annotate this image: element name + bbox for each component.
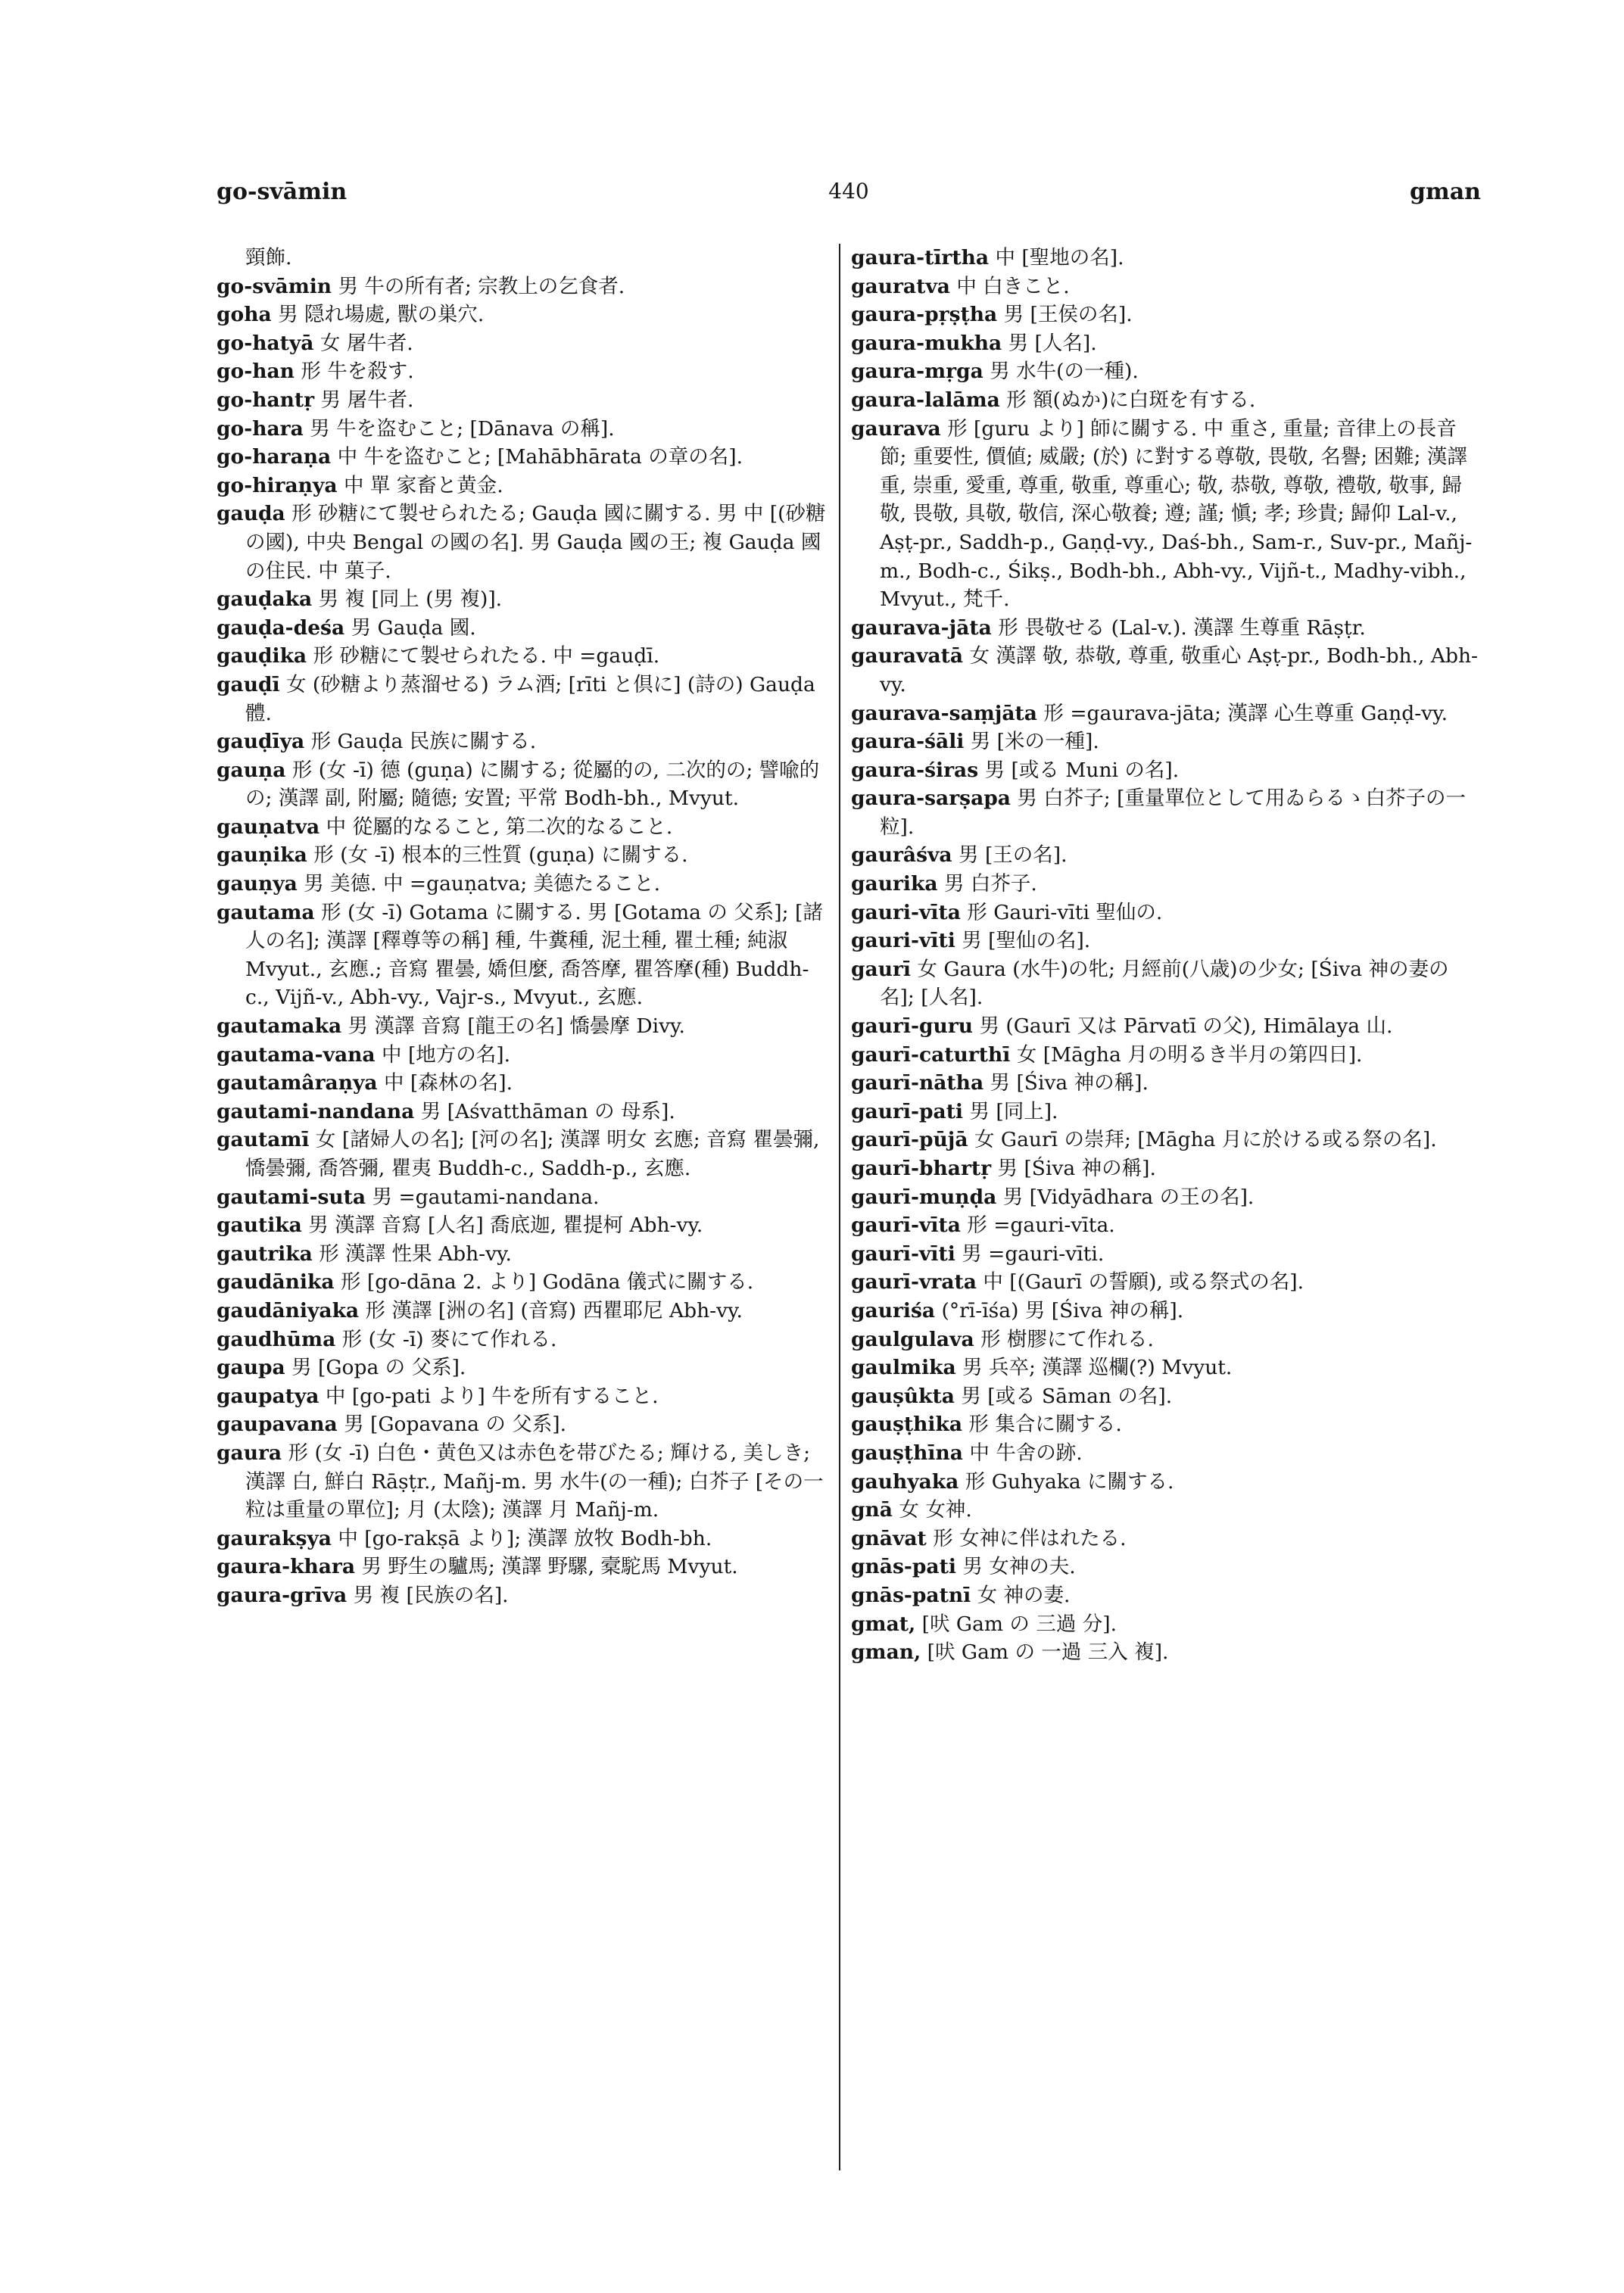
entry-headword: gaurī [851, 957, 911, 981]
entry-definition: 中 [地方の名]. [375, 1042, 511, 1067]
entry-headword: gauravatā [851, 644, 964, 668]
dictionary-entry [217, 386, 827, 415]
entry-definition: 女 神の妻. [971, 1583, 1071, 1607]
entry-definition: 女 (砂糖より蒸溜せる) ラム酒; [rīti と倶に] (詩の) Gauḍa 體. [245, 672, 815, 725]
dictionary-entry [851, 1240, 1482, 1269]
entry-definition: 形 (女 -ī) 麥にて作れる. [335, 1327, 557, 1351]
entry-headword: gaurī-vīta [851, 1213, 961, 1238]
entry-definition: 形 (女 -ī) Gotama に關する. 男 [Gotama の 父系]; [諸人の名]; 漢譯 [釋尊等の稱] 種, 牛糞種, 泥土種, 瞿土種; 純淑 Mvyut., 玄應.; 音寫 瞿曇, 嬌但麼, 喬答摩, 瞿答摩(種) Buddh-c., Vijñ-v., Abh-vy., Vajr-s., Mvyut., 玄應. [245, 900, 823, 1010]
entry-definition: 女 屠牛者. [313, 331, 413, 355]
entry-headword: gautami-suta [217, 1185, 366, 1209]
entry-headword: gaurika [851, 872, 938, 896]
entry-definition: 形 =gauri-vīta. [960, 1213, 1115, 1238]
entry-headword: goha [217, 303, 272, 327]
entry-headword: gaurī-pati [851, 1099, 964, 1123]
dictionary-entry [217, 756, 827, 813]
dictionary-entry [217, 1240, 827, 1269]
entry-headword: gautamī [217, 1128, 310, 1152]
entry-headword: gaulgulava [851, 1327, 974, 1351]
dictionary-entry [851, 301, 1482, 329]
dictionary-entry [217, 1553, 827, 1581]
dictionary-entry [217, 301, 827, 329]
header-left-guideword: go-svāmin [217, 179, 348, 205]
entry-headword: gaura-mṛga [851, 360, 983, 384]
entry-definition: 頸飾. [245, 246, 292, 269]
entry-headword: go-hiraṇya [217, 473, 338, 497]
entry-definition: 男 [聖仙の名]. [955, 929, 1091, 953]
entry-definition: 形 Gauḍa 民族に關する. [304, 730, 537, 754]
entry-definition: 中 單 家畜と黄金. [337, 473, 503, 497]
dictionary-entry [851, 1382, 1482, 1411]
entry-headword: gaura-śāli [851, 730, 965, 754]
entry-headword: gauḍī [217, 672, 280, 696]
entry-headword: gauṣṭhīna [851, 1441, 963, 1465]
dictionary-entry [217, 870, 827, 899]
dictionary-entry [217, 1126, 827, 1182]
dictionary-entry [851, 1581, 1482, 1610]
dictionary-entry [217, 585, 827, 614]
dictionary-entry [851, 699, 1482, 728]
dictionary-entry [851, 244, 1482, 273]
entry-headword: gautamâraṇya [217, 1071, 378, 1095]
dictionary-entry [851, 1553, 1482, 1581]
entry-headword: go-haraṇa [217, 445, 332, 469]
entry-definition: 男 野生の驢馬; 漢譯 野騾, 槖駝馬 Mvyut. [355, 1555, 738, 1579]
entry-definition: 男 美德. 中 =gauṇatva; 美德たること. [297, 872, 661, 896]
entry-headword: gnā [851, 1498, 893, 1522]
dictionary-entry [851, 1410, 1482, 1439]
dictionary-entry [217, 727, 827, 756]
dictionary-entry [217, 642, 827, 671]
entry-headword: gaupavana [217, 1413, 338, 1437]
entry-definition: 男 [Śiva 神の稱]. [983, 1071, 1149, 1095]
dictionary-entry [851, 415, 1482, 614]
dictionary-entry [851, 386, 1482, 415]
dictionary-entry [217, 415, 827, 444]
entry-headword: gauṣṭhika [851, 1413, 962, 1437]
dictionary-entry [217, 329, 827, 358]
entry-definition: 形 (女 -ī) 德 (guṇa) に關する; 從屬的の, 二次的の; 譬喩的の; 漢譯 副, 附屬; 隨德; 安置; 平常 Bodh-bh., Mvyut. [245, 758, 820, 811]
entry-headword: gnās-patnī [851, 1583, 971, 1607]
entry-definition: 形 [go-dāna 2. より] Godāna 儀式に關する. [334, 1270, 754, 1294]
entry-headword: gaura-mukha [851, 331, 1002, 355]
entry-headword: gaupa [217, 1356, 285, 1380]
entry-headword: gauṇa [217, 758, 286, 782]
dictionary-entry [217, 273, 827, 301]
dictionary-entry [217, 1069, 827, 1098]
entry-headword: gaurī-muṇḍa [851, 1185, 997, 1209]
entry-headword: gaurī-caturthī [851, 1042, 1011, 1067]
entry-definition: 男 白芥子. [937, 872, 1037, 896]
entry-definition: 形 女神に伴はれたる. [926, 1526, 1127, 1550]
entry-definition: 中 牛を盗むこと; [Mahābhārata の章の名]. [331, 445, 743, 469]
entry-definition: 形 集合に關する. [962, 1413, 1122, 1437]
dictionary-entry [851, 1126, 1482, 1154]
entry-headword: gmat, [851, 1612, 916, 1636]
entry-headword: gauri-vīti [851, 929, 955, 953]
dictionary-entry [217, 1410, 827, 1439]
entry-definition: 男 隠れ場處, 獸の巣穴. [271, 303, 485, 327]
dictionary-entry [851, 870, 1482, 899]
dictionary-entry [851, 1638, 1482, 1667]
entry-headword: gauhyaka [851, 1469, 959, 1494]
entry-headword: gaura-śiras [851, 758, 979, 782]
entry-definition: 形 漢譯 [洲の名] (音寫) 西瞿耶尼 Abh-vy. [359, 1298, 743, 1323]
entry-headword: gaura [217, 1441, 282, 1465]
dictionary-entry [851, 1525, 1482, 1553]
entry-definition: 男 屠牛者. [314, 388, 414, 412]
entry-definition: 形 (女 -ī) 白色・黄色又は赤色を帯びたる; 輝ける, 美しき; 漢譯 白, 鮮白 Rāṣṭr., Mañj-m. 男 水牛(の一種); 白芥子 [その一粒は重量の單位]; 月 (太陰); 漢譯 月 Mañj-m. [245, 1441, 824, 1522]
dictionary-entry [851, 1012, 1482, 1041]
entry-definition: 男 Gauḍa 國. [344, 615, 476, 640]
entry-definition: 男 [或る Muni の名]. [978, 758, 1180, 782]
entry-definition: 男 [米の一種]. [964, 730, 1099, 754]
entry-definition: 男 [Śiva 神の稱]. [991, 1157, 1156, 1180]
entry-headword: go-han [217, 360, 295, 384]
entry-definition: 形 (女 -ī) 根本的三性質 (guṇa) に關する. [307, 843, 688, 868]
entry-headword: gauratva [851, 274, 950, 298]
entry-definition: 形 牛を殺す. [294, 360, 414, 384]
dictionary-entry [851, 1439, 1482, 1468]
entry-definition: 男 [Gopa の 父系]. [285, 1356, 466, 1380]
dictionary-entry [217, 1041, 827, 1070]
entry-headword: gautrika [217, 1242, 313, 1266]
entry-definition: 男 [Aśvatthāman の 母系]. [414, 1099, 675, 1123]
dictionary-entry [217, 899, 827, 1012]
dictionary-entry [851, 642, 1482, 699]
entry-definition: 女 [諸婦人の名]; [河の名]; 漢譯 明女 玄應; 音寫 瞿曇彌, 憍曇彌, 喬答彌, 瞿夷 Buddh-c., Saddh-p., 玄應. [245, 1128, 820, 1180]
entry-definition: 男 漢譯 音寫 [人名] 喬底迦, 瞿提柯 Abh-vy. [301, 1213, 703, 1238]
dictionary-entry [851, 1468, 1482, 1497]
entry-headword: gauṇatva [217, 815, 320, 839]
dictionary-entry [217, 614, 827, 643]
header-right-guideword: gman [1410, 179, 1481, 205]
dictionary-entry [851, 1496, 1482, 1525]
entry-headword: gaura-pṛṣṭha [851, 303, 998, 327]
entry-headword: gaura-khara [217, 1555, 356, 1579]
dictionary-entry [851, 1354, 1482, 1382]
entry-definition: 形 畏敬せる (Lal-v.). 漢譯 生尊重 Rāṣṭr. [991, 615, 1366, 640]
entry-definition: 中 [森林の名]. [377, 1071, 513, 1095]
entry-headword: gaurava-jāta [851, 615, 992, 640]
entry-definition: 女 Gaurī の崇拜; [Māgha 月に於ける或る祭の名]. [968, 1128, 1437, 1152]
dictionary-entry [851, 1183, 1482, 1212]
dictionary-entry [217, 443, 827, 472]
entry-headword: gaurī-guru [851, 1014, 974, 1039]
dictionary-entry [851, 1297, 1482, 1326]
entry-headword: gauṣûkta [851, 1384, 955, 1408]
entry-headword: gautama-vana [217, 1042, 376, 1067]
entry-definition: 中 [(Gaurī の誓願), 或る祭式の名]. [976, 1270, 1304, 1294]
dictionary-entry [217, 357, 827, 386]
entry-headword: gauṇika [217, 843, 307, 868]
dictionary-entry [217, 1382, 827, 1411]
entry-headword: gaurī-vīti [851, 1242, 955, 1266]
left-column [217, 244, 827, 1610]
dictionary-entry [217, 472, 827, 500]
entry-headword: gnās-pati [851, 1555, 956, 1579]
dictionary-entry [217, 244, 827, 273]
entry-headword: gaulmika [851, 1356, 956, 1380]
entry-headword: gauṇya [217, 872, 298, 896]
dictionary-entry [851, 1610, 1482, 1639]
entry-definition: 形 樹膠にて作れる. [974, 1327, 1154, 1351]
entry-headword: gaura-tīrtha [851, 246, 990, 269]
entry-definition: 中 白きこと. [949, 274, 1070, 298]
dictionary-entry [217, 1326, 827, 1354]
dictionary-entry [217, 1183, 827, 1212]
dictionary-entry [851, 727, 1482, 756]
dictionary-entry [851, 1098, 1482, 1126]
dictionary-entry [851, 329, 1482, 358]
entry-definition: 男 [Vidyādhara の王の名]. [996, 1185, 1255, 1209]
dictionary-entry [851, 1041, 1482, 1070]
dictionary-entry [217, 1012, 827, 1041]
dictionary-entry [217, 813, 827, 842]
dictionary-entry [217, 1525, 827, 1553]
entry-definition: 男 [王の名]. [952, 843, 1068, 868]
page-number: 440 [828, 179, 869, 204]
dictionary-entry [217, 500, 827, 585]
dictionary-entry [851, 357, 1482, 386]
entry-headword: go-hantṛ [217, 388, 315, 412]
entry-definition: 男 兵卒; 漢譯 巡欄(?) Mvyut. [955, 1356, 1233, 1380]
right-column [851, 244, 1482, 1667]
entry-headword: gautama [217, 900, 315, 924]
entry-headword: gaurakṣya [217, 1526, 332, 1550]
entry-definition: [吠 Gam の 一過 三入 複]. [921, 1640, 1169, 1665]
dictionary-entry [217, 1211, 827, 1240]
entry-definition: 男 =gautami-nandana. [366, 1185, 600, 1209]
entry-definition: 男 [或る Sāman の名]. [954, 1384, 1173, 1408]
entry-definition: 男 牛の所有者; 宗教上の乞食者. [332, 274, 625, 298]
entry-definition: 男 漢譯 音寫 [龍王の名] 憍曇摩 Divy. [341, 1014, 685, 1039]
entry-headword: gauḍaka [217, 587, 313, 612]
entry-definition: 女 [Māgha 月の明るき半月の第四日]. [1010, 1042, 1363, 1067]
entry-headword: gautami-nandana [217, 1099, 415, 1123]
dictionary-entry [851, 784, 1482, 841]
entry-definition: 女 Gaura (水牛)の牝; 月經前(八歳)の少女; [Śiva 神の妻の名]; [人名]. [880, 957, 1449, 1010]
dictionary-entry [851, 756, 1482, 785]
entry-definition: 中 牛舍の跡. [962, 1441, 1083, 1465]
dictionary-entry [851, 1069, 1482, 1098]
entry-headword: gauḍīya [217, 730, 305, 754]
entry-definition: 男 [王侯の名]. [997, 303, 1133, 327]
dictionary-entry [217, 841, 827, 870]
page-header [217, 179, 1481, 217]
entry-headword: gaudānika [217, 1270, 335, 1294]
entry-headword: gautamaka [217, 1014, 342, 1039]
entry-definition: 男 [Gopavana の 父系]. [337, 1413, 567, 1437]
dictionary-entry [851, 1154, 1482, 1183]
dictionary-entry [851, 1211, 1482, 1240]
entry-definition: 男 複 [同上 (男 複)]. [312, 587, 503, 612]
entry-headword: gaurī-pūjā [851, 1128, 968, 1152]
entry-definition: 形 漢譯 性果 Abh-vy. [312, 1242, 512, 1266]
entry-headword: gaura-grīva [217, 1583, 348, 1607]
entry-definition: (°rī-īśa) 男 [Śiva 神の稱]. [935, 1298, 1184, 1323]
entry-headword: gauriśa [851, 1298, 936, 1323]
entry-headword: gaura-sarṣapa [851, 787, 1011, 811]
entry-headword: gaurī-vrata [851, 1270, 977, 1294]
dictionary-entry [217, 1354, 827, 1382]
dictionary-entry [851, 1268, 1482, 1297]
dictionary-entry [217, 1439, 827, 1525]
entry-headword: go-hara [217, 416, 304, 441]
entry-definition: 女 漢譯 敬, 恭敬, 尊重, 敬重心 Aṣṭ-pr., Bodh-bh., Abh-vy. [880, 644, 1478, 696]
dictionary-entry [217, 1098, 827, 1126]
dictionary-entry [851, 955, 1482, 1012]
dictionary-entry [851, 841, 1482, 870]
entry-headword: go-hatyā [217, 331, 314, 355]
dictionary-entry [217, 1268, 827, 1297]
entry-definition: 中 [聖地の名]. [989, 246, 1124, 269]
entry-headword: gaurâśva [851, 843, 952, 868]
entry-definition: 男 白芥子; [重量單位として用ゐらるゝ白芥子の一粒]. [880, 787, 1466, 839]
dictionary-entry [851, 1326, 1482, 1354]
dictionary-entry [217, 1581, 827, 1610]
entry-definition: 中 [go-pati より] 牛を所有すること. [319, 1384, 659, 1408]
entry-headword: gaura-lalāma [851, 388, 1000, 412]
entry-definition: 女 女神. [892, 1498, 972, 1522]
entry-definition: 男 =gauri-vīti. [955, 1242, 1105, 1266]
entry-definition: 形 =gaurava-jāta; 漢譯 心生尊重 Gaṇḍ-vy. [1036, 701, 1448, 725]
column-divider [839, 244, 840, 2170]
entry-definition: 男 [人名]. [1002, 331, 1097, 355]
entry-headword: gauḍa-deśa [217, 615, 345, 640]
entry-headword: gaudhūma [217, 1327, 336, 1351]
entry-definition: 男 [同上]. [963, 1099, 1058, 1123]
entry-headword: gaudāniyaka [217, 1298, 360, 1323]
entry-definition: 中 [go-rakṣā より]; 漢譯 放牧 Bodh-bh. [331, 1526, 712, 1550]
dictionary-entry [217, 1297, 827, 1326]
entry-headword: gaurava [851, 416, 941, 441]
entry-headword: gauḍa [217, 502, 285, 526]
entry-definition: 形 砂糖にて製せられたる. 中 =gauḍī. [307, 644, 660, 668]
entry-definition: 形 額(ぬか)に白斑を有する. [999, 388, 1256, 412]
dictionary-entry [851, 899, 1482, 927]
entry-definition: 男 水牛(の一種). [983, 360, 1139, 384]
entry-definition: 男 牛を盗むこと; [Dānava の稱]. [303, 416, 615, 441]
entry-headword: gaurava-saṃjāta [851, 701, 1037, 725]
dictionary-entry [851, 273, 1482, 301]
entry-headword: gautika [217, 1213, 302, 1238]
entry-headword: gaupatya [217, 1384, 320, 1408]
entry-headword: gnāvat [851, 1526, 927, 1550]
entry-definition: 形 砂糖にて製せられたる; Gauḍa 國に關する. 男 中 [(砂糖の國), 中央 Bengal の國の名]. 男 Gauḍa 國の王; 複 Gauḍa 國の住民. 中 菓子. [245, 502, 826, 583]
entry-definition: 形 [guru より] 師に關する. 中 重さ, 重量; 音律上の長音節; 重要性, 價値; 威嚴; (於) に對する尊敬, 畏敬, 名譽; 困難; 漢譯 重, 崇重, 愛重, 尊重, 敬重, 尊重心; 敬, 恭敬, 尊敬, 禮敬, 敬事, 歸敬, 畏敬, 具敬, 敬信, 深心敬養; 遵; 謹; 愼; 孝; 珍貴; 歸仰 Lal-v., Aṣṭ-pr., Saddh-p., Gaṇḍ-vy., Daś-bh., Sam-r., Suv-pr., Mañj-m., Bodh-c., Śikṣ., Bodh-bh., Abh-vy., Vijñ-t., Madhy-vibh., Mvyut., 梵千. [880, 416, 1473, 612]
entry-headword: gaurī-nātha [851, 1071, 984, 1095]
entry-definition: 男 (Gaurī 又は Pārvatī の父), Himālaya 山. [973, 1014, 1393, 1039]
entry-headword: go-svāmin [217, 274, 332, 298]
entry-definition: 男 複 [民族の名]. [347, 1583, 509, 1607]
entry-definition: [吠 Gam の 三過 分]. [915, 1612, 1117, 1636]
entry-definition: 形 Gauri-vīti 聖仙の. [960, 900, 1163, 924]
entry-headword: gauḍika [217, 644, 307, 668]
entry-headword: gaurī-bhartṛ [851, 1157, 992, 1180]
entry-headword: gman, [851, 1640, 921, 1665]
entry-definition: 形 Guhyaka に關する. [959, 1469, 1174, 1494]
entry-definition: 中 從屬的なること, 第二次的なること. [320, 815, 673, 839]
dictionary-entry [851, 927, 1482, 955]
entry-definition: 男 女神の夫. [955, 1555, 1076, 1579]
entry-headword: gauri-vīta [851, 900, 961, 924]
dictionary-entry [851, 614, 1482, 643]
dictionary-entry [217, 671, 827, 727]
